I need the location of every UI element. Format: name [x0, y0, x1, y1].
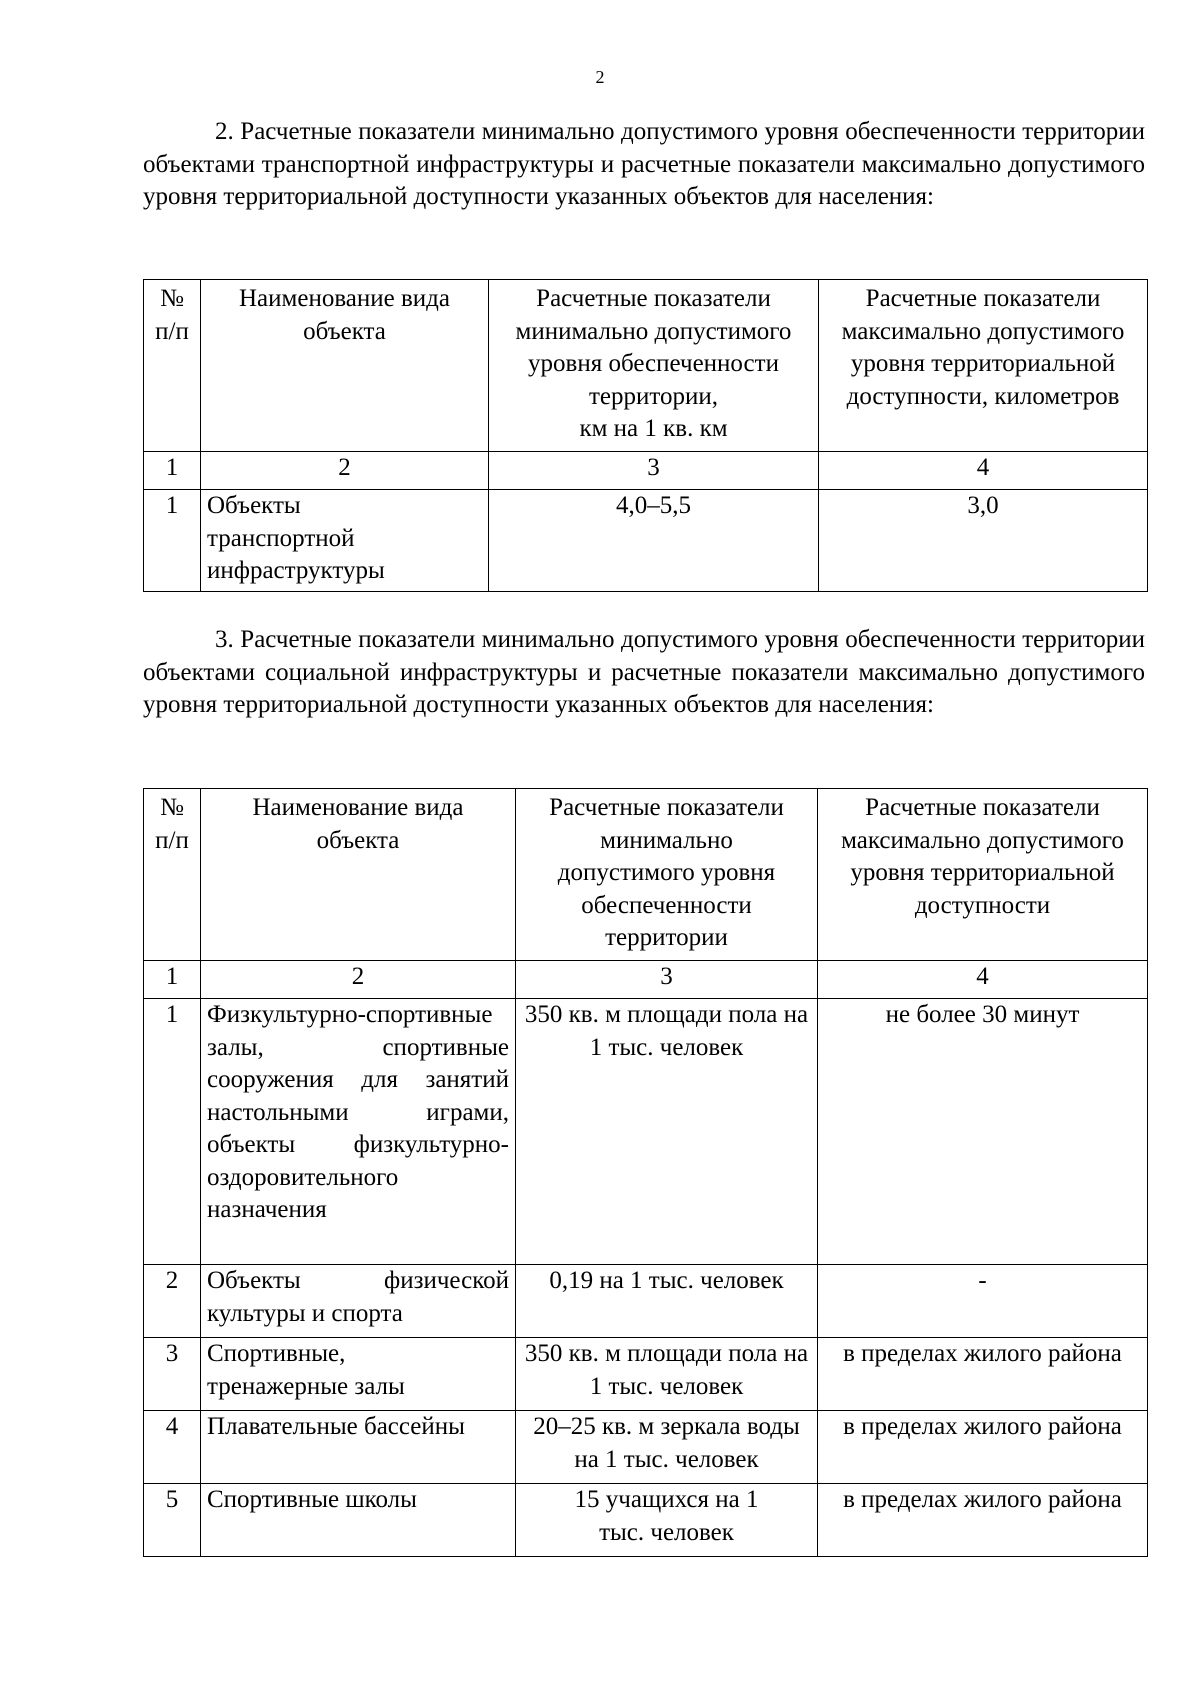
row-number: 1 [144, 490, 201, 592]
header-min-level-unit: км на 1 кв. км [579, 415, 728, 442]
row-object-name: Объекты транспортной инфраструктуры [201, 490, 489, 592]
column-number: 3 [516, 961, 818, 999]
table-row [144, 490, 1148, 592]
row-min-level: 15 учащихся на 1 тыс. человек [516, 1484, 818, 1557]
column-number-row [144, 961, 1148, 999]
table-row [144, 999, 1148, 1265]
section-3-number: 3. [215, 626, 234, 653]
row-max-access: не более 30 минут [818, 999, 1148, 1265]
row-max-access: - [818, 1265, 1148, 1338]
section-2-number: 2. [215, 118, 234, 145]
row-max-access: в пределах жилого района [818, 1411, 1148, 1484]
header-min-level: Расчетные показатели минимально допустимого уровня обеспеченности территории [516, 789, 818, 961]
row-object-name: Спортивные школы [201, 1484, 516, 1557]
row-max-access: 3,0 [819, 490, 1148, 592]
row-min-level: 350 кв. м площади пола на 1 тыс. человек [516, 999, 818, 1265]
section-2-paragraph [143, 116, 1145, 214]
column-number: 3 [489, 452, 819, 490]
section-2-text: Расчетные показатели минимально допустимого уровня обеспеченности территории объектами транспортной инфраструктуры и расчетные показатели максимально допустимого уровня территориальной доступности указанных объектов для населения: [143, 118, 1146, 210]
row-number: 1 [144, 999, 201, 1265]
column-number: 2 [201, 452, 489, 490]
row-number: 2 [144, 1265, 201, 1338]
column-number: 4 [819, 452, 1148, 490]
row-number: 3 [144, 1338, 201, 1411]
section-3-paragraph [143, 624, 1145, 722]
row-min-level: 350 кв. м площади пола на 1 тыс. человек [516, 1338, 818, 1411]
header-object-name: Наименование вида объекта [201, 789, 516, 961]
page-number: 2 [595, 67, 605, 87]
column-number-row [144, 452, 1148, 490]
header-object-name: Наименование вида объекта [201, 280, 489, 452]
row-number: 5 [144, 1484, 201, 1557]
table-row [144, 1411, 1148, 1484]
header-max-access: Расчетные показатели максимально допустимого уровня территориальной доступности, километров [819, 280, 1148, 452]
transport-infrastructure-table [143, 279, 1148, 592]
header-number: № п/п [144, 789, 201, 961]
social-infrastructure-table [143, 788, 1148, 1557]
row-object-name: Физкультурно-спортивные залы, спортивные сооружения для занятий настольными играми, объекты физкультурно-оздоровительного назначения [201, 999, 516, 1265]
row-number: 4 [144, 1411, 201, 1484]
table-row [144, 1265, 1148, 1338]
section-3-text: Расчетные показатели минимально допустимого уровня обеспеченности территории объектами социальной инфраструктуры и расчетные показатели максимально допустимого уровня территориальной доступности указанных объектов для населения: [143, 626, 1146, 718]
table-header-row [144, 280, 1148, 452]
table-row [144, 1484, 1148, 1557]
row-object-name: Объекты физической культуры и спорта [201, 1265, 516, 1338]
header-max-access: Расчетные показатели максимально допустимого уровня территориальной доступности [818, 789, 1148, 961]
table-row [144, 1338, 1148, 1411]
header-number: № п/п [144, 280, 201, 452]
row-max-access: в пределах жилого района [818, 1338, 1148, 1411]
table-header-row [144, 789, 1148, 961]
row-object-name: Спортивные, тренажерные залы [201, 1338, 516, 1411]
column-number: 1 [144, 452, 201, 490]
row-min-level: 0,19 на 1 тыс. человек [516, 1265, 818, 1338]
row-object-name: Плавательные бассейны [201, 1411, 516, 1484]
column-number: 1 [144, 961, 201, 999]
row-min-level: 20–25 кв. м зеркала воды на 1 тыс. человек [516, 1411, 818, 1484]
header-min-level [489, 280, 819, 452]
row-min-level: 4,0–5,5 [489, 490, 819, 592]
row-max-access: в пределах жилого района [818, 1484, 1148, 1557]
header-min-level-text: Расчетные показатели минимально допустимого уровня обеспеченности территории, [515, 285, 792, 410]
column-number: 4 [818, 961, 1148, 999]
column-number: 2 [201, 961, 516, 999]
